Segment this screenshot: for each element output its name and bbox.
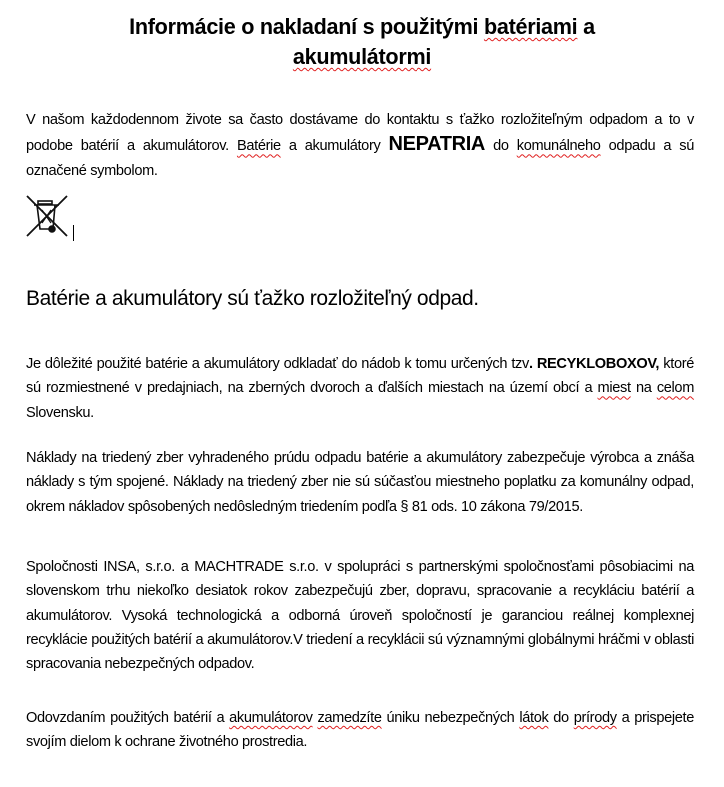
spellcheck-word: komunálneho bbox=[516, 138, 601, 155]
para-text: úniku nebezpečných bbox=[381, 710, 520, 726]
spellcheck-word: miest bbox=[597, 380, 631, 397]
section-heading: Batérie a akumulátory sú ťažko rozložiteľný odpad. bbox=[26, 287, 479, 310]
para-text: . bbox=[528, 356, 533, 372]
para-text: na bbox=[630, 380, 657, 397]
spellcheck-word: akumulátorov bbox=[229, 710, 313, 726]
para-text: Slovensku. bbox=[26, 404, 94, 421]
emphasis-recykloboxov: RECYKLOBOXOV, bbox=[536, 356, 660, 372]
spellcheck-word: Batérie bbox=[236, 138, 281, 155]
crossed-out-wheelie-bin-icon bbox=[24, 193, 70, 239]
intro-text: a akumulátory bbox=[280, 138, 389, 155]
spellcheck-word: batériami bbox=[483, 14, 578, 39]
companies-paragraph: Spoločnosti INSA, s.r.o. a MACHTRADE s.r.o. v spolupráci s partnerskými spoločnosťami pôsobiacimi na slovenskom trhu niekoľko desiatok rokov zabezpečujú zber, dopravu, spracovanie a recykláciu batérií a akumulátorov. Vysoká technologická a odborná úroveň spoločností je garanciou reálnej komplexnej recyklácie použitých batérií a akumulátorov.V triedení a recyklácii sú významnými globálnymi hráčmi v oblasti spracovania nebezpečných odpadov. bbox=[26, 559, 694, 673]
para-text: Odovzdaním použitých batérií a bbox=[26, 710, 230, 726]
text-cursor bbox=[73, 225, 74, 241]
spellcheck-word: celom bbox=[656, 380, 695, 397]
para-text: ktoré sú rozmiestnené v predajniach, na zberných dvoroch a ďalších miestach na území obcí a bbox=[26, 356, 694, 397]
intro-text: odpadu a sú označené symbolom. bbox=[26, 138, 694, 179]
title-text: Informácie o nakladaní s použitými bbox=[129, 14, 484, 39]
closing-paragraph bbox=[26, 706, 694, 755]
costs-paragraph: Náklady na triedený zber vyhradeného prúdu odpadu batérie a akumulátory zabezpečuje výrobca a znáša náklady s tým spojené. Náklady na triedený zber nie sú súčasťou miestneho poplatku za komunálny odpad, okrem nákladov spôsobených nedôsledným triedením podľa § 81 ods. 10 zákona 79/2015. bbox=[26, 450, 694, 515]
recyclobox-paragraph bbox=[26, 352, 694, 425]
para-text: a prispejete svojím dielom k ochrane životného prostredia. bbox=[26, 710, 694, 751]
spellcheck-word: prírody bbox=[573, 710, 617, 726]
emphasis-nepatria: NEPATRIA bbox=[388, 133, 485, 156]
spellcheck-word: zamedzíte bbox=[317, 710, 382, 726]
intro-paragraph bbox=[26, 108, 694, 183]
intro-text: V našom každodennom živote sa často dostávame do kontaktu s ťažko rozložiteľným odpadom a to v podobe batérií a akumulátorov. bbox=[26, 112, 694, 155]
document-title bbox=[72, 12, 652, 72]
spellcheck-word: akumulátormi bbox=[292, 44, 432, 69]
para-text: do bbox=[548, 710, 574, 726]
intro-text: do bbox=[485, 138, 517, 155]
para-text: Je dôležité použité batérie a akumulátory odkladať do nádob k tomu určených tzv bbox=[26, 356, 529, 372]
spellcheck-word: látok bbox=[519, 710, 549, 726]
title-text: a bbox=[577, 14, 595, 39]
